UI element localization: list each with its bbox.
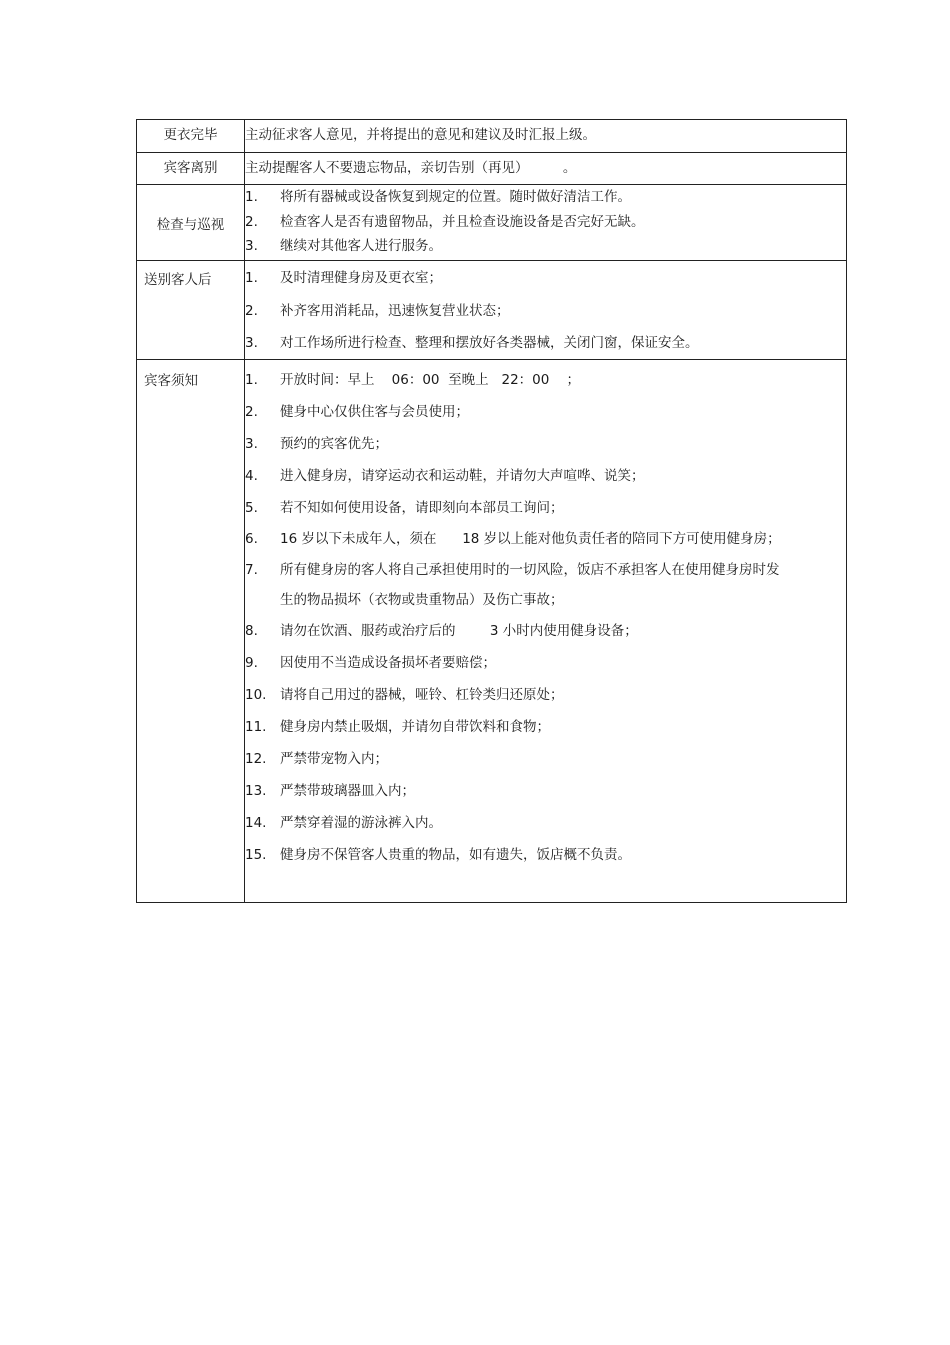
list-item (245, 615, 846, 647)
list-item (245, 679, 846, 711)
item-text: 继续对其他客人进行服务。 (280, 238, 442, 254)
item-text: 严禁带玻璃器皿入内； (280, 783, 415, 799)
table-row (137, 153, 847, 185)
row-content (245, 360, 847, 903)
row-label: 更衣完毕 (137, 120, 245, 153)
service-procedure-table (136, 119, 847, 903)
item-text: 将所有器械或设备恢复到规定的位置。随时做好清洁工作。 (280, 189, 631, 205)
row-label: 送别客人后 (137, 261, 245, 360)
item-number: 2. (245, 213, 258, 230)
row-content (245, 185, 847, 261)
item-text: 16 岁以下未成年人，须在 18 岁以上能对他负责任者的陪同下方可使用健身房； (280, 531, 781, 547)
table-row (137, 261, 847, 360)
item-number: 10. (245, 687, 267, 703)
list-item (245, 524, 846, 555)
list-item (245, 234, 846, 259)
row-label: 宾客须知 (137, 360, 245, 903)
item-number: 5. (245, 500, 258, 516)
list-item (245, 743, 846, 775)
item-text: 健身房不保管客人贵重的物品，如有遗失，饭店概不负责。 (280, 847, 631, 863)
item-text: 严禁带宠物入内； (280, 751, 388, 767)
row-content (245, 261, 847, 360)
item-text: 所有健身房的客人将自己承担使用时的一切风险，饭店不承担客人在使用健身房时发生的物品损坏（衣物或贵重物品）及伤亡事故； (280, 562, 780, 608)
list-item (245, 185, 846, 210)
item-text: 健身房内禁止吸烟，并请勿自带饮料和食物； (280, 719, 550, 735)
item-number: 9. (245, 655, 258, 671)
list-item (245, 261, 846, 295)
item-text: 进入健身房，请穿运动衣和运动鞋，并请勿大声喧哗、说笑； (280, 468, 645, 484)
item-text: 补齐客用消耗品，迅速恢复营业状态； (280, 303, 510, 319)
item-number: 1. (245, 372, 258, 388)
item-number: 14. (245, 815, 267, 831)
list-item (245, 807, 846, 839)
list-item (245, 460, 846, 492)
list-item (245, 839, 846, 871)
item-number: 13. (245, 783, 267, 799)
list-item (245, 210, 846, 235)
item-number: 1. (245, 270, 258, 286)
item-number: 3. (245, 436, 258, 452)
item-number: 11. (245, 719, 267, 735)
table-row (137, 185, 847, 261)
item-text: 严禁穿着湿的游泳裤入内。 (280, 815, 442, 831)
item-number: 2. (245, 303, 258, 319)
row-content: 主动提醒客人不要遗忘物品，亲切告别（再见） 。 (245, 153, 847, 185)
item-number: 15. (245, 847, 267, 863)
item-text: 请勿在饮酒、服药或治疗后的 3 小时内使用健身设备； (280, 623, 638, 639)
list-item (245, 647, 846, 679)
list-item (245, 428, 846, 460)
item-text: 对工作场所进行检查、整理和摆放好各类器械，关闭门窗，保证安全。 (280, 335, 699, 351)
item-number: 1. (245, 189, 258, 205)
item-text: 请将自己用过的器械，哑铃、杠铃类归还原处； (280, 687, 564, 703)
list-item (245, 295, 846, 327)
item-text: 开放时间：早上 06：00 至晚上 22：00 ； (280, 372, 580, 388)
item-text: 因使用不当造成设备损坏者要赔偿； (280, 655, 496, 671)
row-label: 检查与巡视 (137, 185, 245, 261)
item-text: 及时清理健身房及更衣室； (280, 270, 442, 286)
item-text: 健身中心仅供住客与会员使用； (280, 404, 469, 420)
table-row (137, 120, 847, 153)
table-row (137, 360, 847, 903)
list-item (245, 327, 846, 359)
row-content: 主动征求客人意见，并将提出的意见和建议及时汇报上级。 (245, 120, 847, 153)
item-number: 7. (245, 562, 258, 578)
row-label: 宾客离别 (137, 153, 245, 185)
item-text: 若不知如何使用设备，请即刻向本部员工询问； (280, 500, 564, 516)
list-item (245, 364, 846, 396)
list-item (245, 775, 846, 807)
item-number: 2. (245, 404, 258, 420)
item-number: 3. (245, 335, 258, 351)
item-number: 4. (245, 468, 258, 484)
list-item (245, 396, 846, 428)
list-item (245, 711, 846, 743)
item-text: 预约的宾客优先； (280, 436, 388, 452)
item-number: 6. (245, 531, 258, 547)
item-text: 检查客人是否有遗留物品，并且检查设施设备是否完好无缺。 (280, 213, 645, 230)
list-item (245, 492, 846, 524)
item-number: 3. (245, 238, 258, 254)
item-number: 8. (245, 623, 258, 639)
item-number: 12. (245, 751, 267, 767)
list-item (245, 555, 846, 615)
